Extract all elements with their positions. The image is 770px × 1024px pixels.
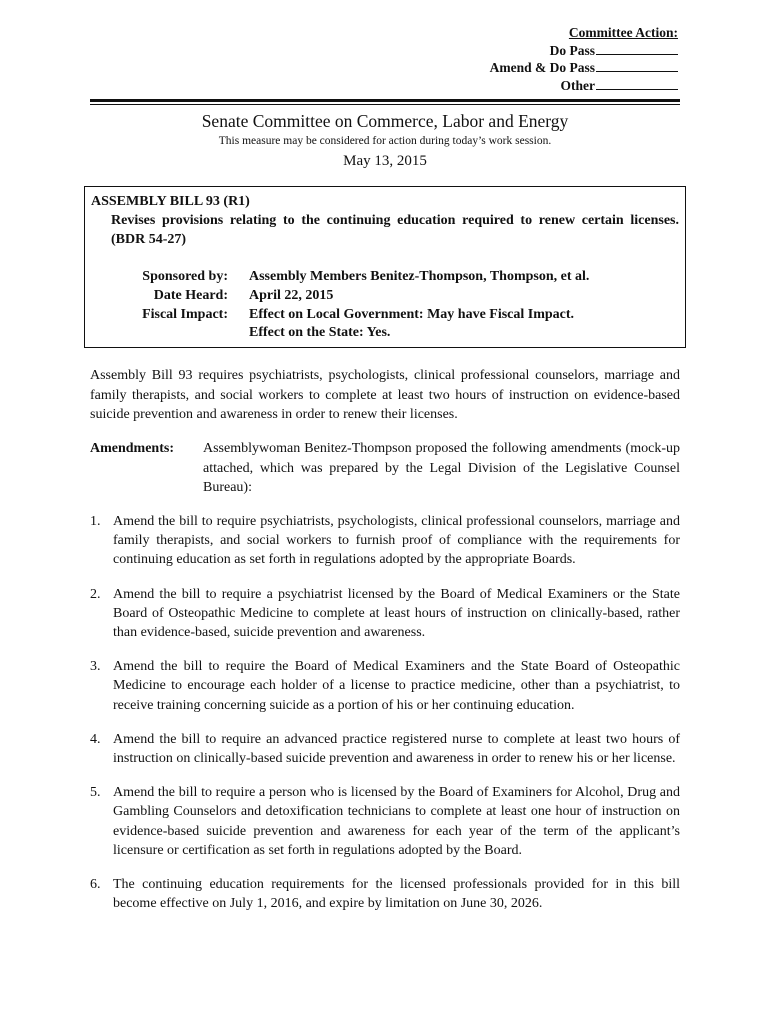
- fiscal-impact-state: Effect on the State: Yes.: [249, 325, 391, 340]
- work-session-date: May 13, 2015: [343, 153, 427, 169]
- committee-action-do-pass: [490, 42, 678, 60]
- committee-action-amend-do-pass: [490, 59, 678, 77]
- work-session-note: This measure may be considered for action during today’s work session.: [218, 135, 552, 147]
- other-blank: [596, 77, 678, 90]
- header-rule-thick: [90, 99, 680, 102]
- do-pass-label: Do Pass: [549, 42, 595, 58]
- amendment-number: 3.: [90, 659, 101, 675]
- amend-do-pass-blank: [596, 59, 678, 72]
- do-pass-blank: [596, 42, 678, 55]
- sponsored-by-value: Assembly Members Benitez-Thompson, Thompson, et al.: [249, 269, 590, 284]
- amendment-item: [90, 875, 680, 913]
- fiscal-impact-local: Effect on Local Government: May have Fiscal Impact.: [249, 307, 575, 322]
- amendment-item: [90, 783, 680, 860]
- date-heard-value: April 22, 2015: [249, 288, 334, 303]
- other-label: Other: [560, 77, 595, 93]
- amendments-list: [90, 512, 680, 928]
- amendment-text: Amend the bill to require a person who is licensed by the Board of Examiners for Alcohol, Drug and Gambling Counselors and detoxification technicians to complete at least one hour of instruction on evidence-based suicide prevention and awareness for each year of the term of the applicant’s licensure or certification as set forth in regulations adopted by the Board.: [113, 785, 680, 858]
- committee-action-other: [490, 77, 678, 95]
- amendment-text: The continuing education requirements for the licensed professionals provided for in this bill become effective on July 1, 2016, and expire by limitation on June 30, 2026.: [113, 877, 680, 912]
- amendment-text: Amend the bill to require an advanced practice registered nurse to complete at least two hours of instruction on clinically-based suicide prevention and awareness in order to renew his or her license.: [113, 731, 680, 767]
- amendment-text: Amend the bill to require the Board of Medical Examiners and the State Board of Osteopathic Medicine to encourage each holder of a license to practice medicine, other than a psychiatrist, to receive training concerning suicide as a portion of his or her continuing education.: [113, 659, 680, 713]
- date-heard-label: Date Heard:: [153, 288, 228, 303]
- amendments-intro: Assemblywoman Benitez-Thompson proposed the following amendments (mock-up attached, which was prepared by the Legal Division of the Legislative Counsel Bureau):: [203, 441, 680, 495]
- amendment-text: Amend the bill to require a psychiatrist licensed by the Board of Medical Examiners or the State Board of Osteopathic Medicine to complete at least hours of instruction on clinically-based, rather than evidence-based, suicide prevention and awareness.: [113, 586, 680, 641]
- committee-name: Senate Committee on Commerce, Labor and Energy: [201, 111, 569, 131]
- fiscal-impact-label: Fiscal Impact:: [142, 307, 228, 322]
- amendment-item: [90, 730, 680, 768]
- committee-action-block: [490, 24, 678, 94]
- amendment-item: [90, 585, 680, 643]
- amendment-item: [90, 657, 680, 715]
- bill-number: ASSEMBLY BILL 93 (R1): [91, 194, 250, 209]
- amendment-text: Amend the bill to require psychiatrists, psychologists, clinical professional counselors, marriage and family therapists, and social workers to furnish proof of compliance with the requirements for continuing education as set forth in regulations adopted by the appropriate Boards.: [113, 514, 680, 568]
- amendments-label: Amendments:: [90, 441, 174, 456]
- amendment-number: 2.: [90, 586, 101, 602]
- amend-do-pass-label: Amend & Do Pass: [489, 60, 595, 75]
- bill-summary: Assembly Bill 93 requires psychiatrists, psychologists, clinical professional counselors, marriage and family therapists, and social workers to complete at least two hours of instruction on evidence-based suicide prevention and awareness in order to renew their licenses.: [90, 368, 680, 422]
- amendment-number: 5.: [90, 785, 101, 801]
- amendment-number: 1.: [90, 514, 101, 529]
- bill-info-box: [84, 186, 686, 348]
- amendment-item: [90, 512, 680, 570]
- committee-action-title: Committee Action:: [568, 25, 678, 40]
- amendment-number: 6.: [90, 877, 101, 893]
- amendment-number: 4.: [90, 731, 101, 747]
- sponsored-by-label: Sponsored by:: [142, 269, 228, 284]
- header-rule-thin: [90, 104, 680, 105]
- bill-title: Revises provisions relating to the continuing education required to renew certain licenses. (BDR 54-27): [111, 213, 679, 247]
